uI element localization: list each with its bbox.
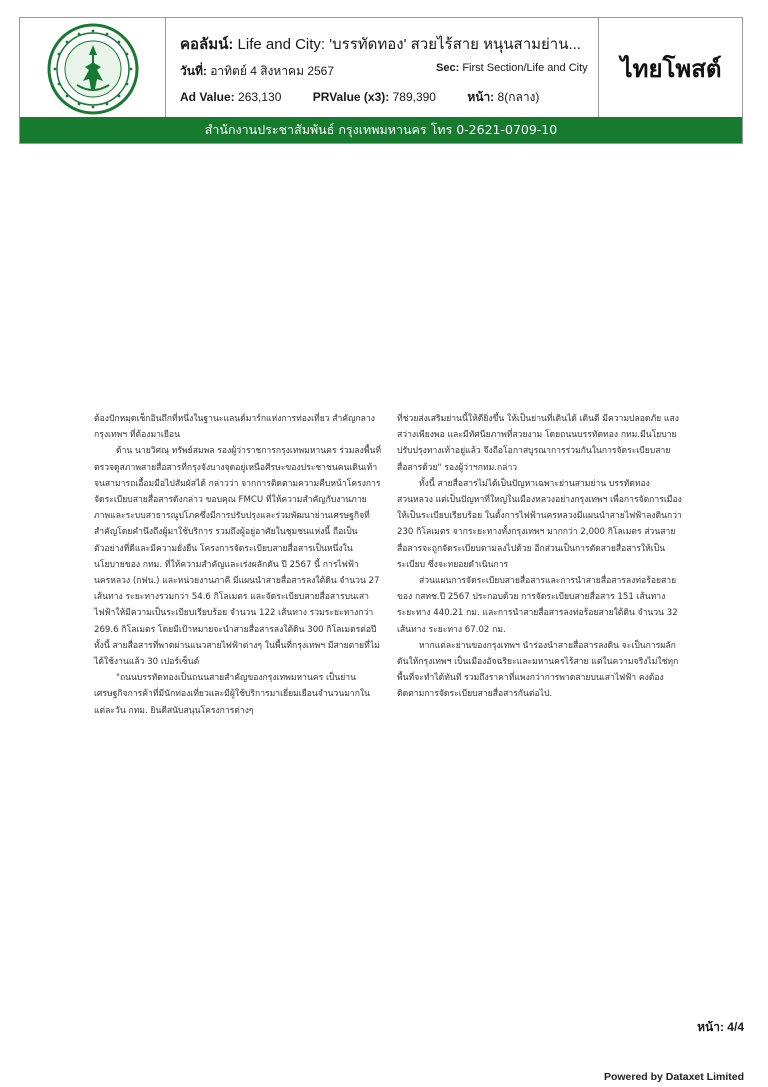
article-paragraph: ทั้งนี้ สายสื่อสารไม่ได้เป็นปัญหาเฉพาะย่านสามย่าน บรรทัดทอง สวนหลวง แต่เป็นปัญหาที่ใหญ่ในเมืองหลวงอย่างกรุงเทพฯ เพื่อการจัดการเมืองให้เป็นระเบียบเรียบร้อย ในตั้งการไฟฟ้านครหลวงมีแผนนำสายไฟฟ้าลงดินกว่า 230 กิโลเมตร จากระยะทางทั้งกรุงเทพฯ มากกว่า 2,000 กิโลเมตร ส่วนสายสื่อสารจะถูกจัดระเบียบตามลงไปด้วย อีกส่วนเป็นการตัดสายสื่อสารให้เป็นระเบียบ ซึ่งจะทยอยดำเนินการ xyxy=(397,478,682,570)
date-label: วันที่: xyxy=(180,64,207,78)
org-contact-bar xyxy=(20,117,742,143)
clipping-header xyxy=(19,17,743,144)
article-body xyxy=(94,411,690,771)
section-label: Sec: xyxy=(436,62,460,74)
column-title-text: Life and City: 'บรรทัดทอง' สวยไร้สาย หนุนสามย่าน... xyxy=(237,36,581,53)
article-paragraph: ต้องปักหมุดเช็กอินถึกที่หนึ่งในฐานะแลนด์มาร์กแห่งการท่องเที่ยว สำคัญกลางกรุงเทพฯ ที่ต้องมาเยือน xyxy=(94,414,375,441)
section-row xyxy=(436,62,596,74)
bma-logo xyxy=(20,18,166,119)
bma-seal-icon xyxy=(47,23,139,115)
value-row xyxy=(180,88,567,107)
article-column-right xyxy=(397,411,685,703)
column-label: คอลัมน์: xyxy=(180,36,234,53)
article-paragraph: ส่วนแผนการจัดระเบียบสายสื่อสารและการนำสายสื่อสารลงท่อร้อยสาย ของ กสทช.ปี 2567 ประกอบด้วย การจัดระเบียบสายสื่อสาร 151 เส้นทาง ระยะทาง 440.21 กม. และการนำสายสื่อสารลงท่อร้อยสายใต้ดิน จำนวน 32 เส้นทาง ระยะทาง 67.02 กม. xyxy=(397,576,678,635)
article-paragraph: หากแต่ละย่านของกรุงเทพฯ นำร่องนำสายสื่อสารลงดิน จะเป็นการผลักดันให้กรุงเทพฯ เป็นเมืองอัจฉริยะและมหานครไร้สาย แต่ในความจริงไม่ใช่ทุกพื้นที่จะทำได้ทันที รวมถึงราคาที่แพงกว่าการพาดสายบนเสาไฟฟ้า คงต้องติดตามการจัดระเบียบสายสื่อสารกันต่อไป. xyxy=(397,640,679,700)
ad-value: 263,130 xyxy=(238,90,282,104)
date-row xyxy=(180,62,334,81)
article-column-left xyxy=(94,411,382,719)
powered-by: Powered by Dataxet Limited xyxy=(603,1071,744,1083)
column-title xyxy=(180,32,596,56)
page-value: 8(กลาง) xyxy=(497,90,540,104)
article-paragraph: "ถนนบรรทัดทองเป็นถนนสายสำคัญของกรุงเทพมหานคร เป็นย่านเศรษฐกิจการค้าที่มีนักท่องเที่ยวและมีผู้ใช้บริการมาเยี่ยมเยือนจำนวนมากในแต่ละวัน กทม. ยินดีสนับสนุนโครงการต่างๆ xyxy=(94,673,371,716)
section-value: First Section/Life and City xyxy=(462,62,588,74)
article-paragraph: ด้าน นายวิศณุ ทรัพย์สมพล รองผู้ว่าราชการกรุงเทพมหานคร ร่วมลงพื้นที่ตรวจดูสภาพสายสื่อสารที่กรุงจังบางจุดอยู่เหนือศีรษะของประชาชนคนเดินเท้าจนสามารถเอื้อมมือไปสัมผัสได้ กล่าวว่า จากการติดตามความคืบหน้าโครงการจัดระเบียบสายสื่อสารดังกล่าว ขอบคุณ FMCU ที่ให้ความสำคัญกับงานภายภาพและระบบสาธารณูปโภคซึ่งมีการปรับปรุงและร่วมพัฒนาย่านเศรษฐกิจที่สำคัญโดยคำนึงถึงผู้มาใช้บริการ รวมถึงผู้อยู่อาศัยในชุมชนแห่งนี้ ถือเป็นตัวอย่างที่ดีและมีความยั่งยืน โครงการจัดระเบียบสายสื่อสารเป็นหนึ่งในนโยบายของ กทม. ที่ให้ความสำคัญและเร่งผลักดัน ปี 2567 นี้ การไฟฟ้านครหลวง (กฟน.) และหน่วยงานภาคี มีแผนนำสายสื่อสารลงใต้ดิน จำนวน 27 เส้นทาง ระยะทางรวมกว่า 54.6 กิโลเมตร และจัดระเบียบสายสื่อสารบนเสาไฟฟ้าให้มีความเป็นระเบียบเรียบร้อย จำนวน 122 เส้นทาง รวมระยะทางกว่า 269.6 กิโลเมตร โดยมีเป้าหมายจะนำสายสื่อสารลงใต้ดิน 300 กิโลเมตรต่อปี ทั้งนี้ สายสื่อสารที่พาดผ่านแนวสายไฟฟ้าต่างๆ ในพื้นที่กรุงเทพฯ มีสายตายที่ไม่ได้ใช้งานแล้ว 30 เปอร์เซ็นต์ xyxy=(94,446,382,668)
pr-value: 789,390 xyxy=(392,90,436,104)
date-value: อาทิตย์ 4 สิงหาคม 2567 xyxy=(210,64,335,78)
page-label: หน้า: xyxy=(467,90,495,104)
org-contact-text: สำนักงานประชาสัมพันธ์ กรุงเทพมหานคร โทร 0-2621-0709-10 xyxy=(204,122,558,137)
brand-name: ไทยโพสต์ xyxy=(620,55,722,83)
newspaper-brand xyxy=(598,18,743,119)
clipping-metadata xyxy=(166,18,598,119)
article-paragraph: ที่ช่วยส่งเสริมย่านนี้ให้ดียิ่งขึ้น ให้เป็นย่านที่เดินได้ เดินดี มีความปลอดภัย แสงสว่างเพียงพอ และมีทัศนียภาพที่สวยงาม โดยถนนบรรทัดทอง กทม.มีนโยบายปรับปรุงทางเท้าอยู่แล้ว จึงถือโอกาสบูรณาการร่วมกันในการจัดระเบียบสายสื่อสารด้วย" รองผู้ว่าฯกทม.กล่าว xyxy=(397,414,679,473)
page-number: หน้า: 4/4 xyxy=(697,1020,744,1034)
ad-value-label: Ad Value: xyxy=(180,90,235,104)
pr-value-label: PRValue (x3): xyxy=(312,90,390,104)
